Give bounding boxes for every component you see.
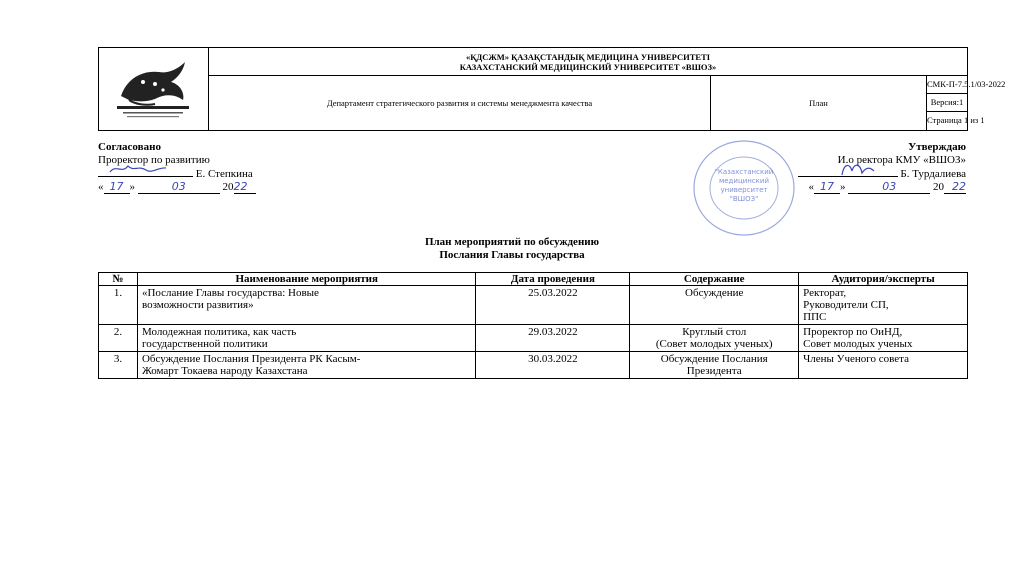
university-name bbox=[209, 48, 967, 76]
approval-left-date-year-prefix: 20 bbox=[222, 180, 234, 193]
document-code: СМК-П-7.5.1/03-2022 bbox=[927, 76, 967, 94]
event-content-line: Президента bbox=[686, 365, 742, 377]
stamp-line-3: университет bbox=[720, 186, 768, 194]
event-name bbox=[137, 352, 476, 379]
department-name: Департамент стратегического развития и системы менеджмента качества bbox=[209, 76, 711, 130]
event-audience bbox=[799, 286, 968, 325]
university-logo bbox=[99, 48, 209, 130]
stamp-line-4: "ВШОЗ" bbox=[729, 195, 759, 203]
event-audience-line: Совет молодых ученых bbox=[803, 338, 913, 350]
row-number: 2. bbox=[99, 325, 138, 352]
event-content-line: Круглый стол bbox=[682, 326, 747, 338]
event-content bbox=[630, 286, 799, 325]
document-header bbox=[98, 47, 1006, 131]
approval-left-date: « 17 » 03 2022 bbox=[98, 181, 256, 195]
event-name bbox=[137, 325, 476, 352]
event-content-line: Обсуждение bbox=[685, 287, 744, 299]
university-name-ru: КАЗАХСТАНСКИЙ МЕДИЦИНСКИЙ УНИВЕРСИТЕТ «ВШОЗ» bbox=[459, 62, 717, 72]
plan-title-line-2: Послания Главы государства bbox=[439, 248, 585, 261]
column-header-number: № bbox=[99, 273, 138, 286]
approval-left-date-month: 03 bbox=[171, 179, 186, 193]
approval-right bbox=[798, 141, 966, 194]
round-seal-icon bbox=[692, 138, 796, 238]
event-content bbox=[630, 325, 799, 352]
event-audience-line: Руководители СП, bbox=[803, 299, 889, 311]
approval-left-date-day: 17 bbox=[109, 179, 124, 193]
column-header-date: Дата проведения bbox=[476, 273, 630, 286]
university-name-kz: «ҚДСЖМ» ҚАЗАҚСТАНДЫҚ МЕДИЦИНА УНИВЕРСИТЕТІ bbox=[465, 52, 711, 62]
event-name-line: Обсуждение Послания Президента РК Касым- bbox=[141, 353, 361, 365]
table-row bbox=[99, 286, 968, 325]
stamp-line-1: "Казахстанский bbox=[714, 168, 774, 176]
event-content-line: Обсуждение Послания bbox=[660, 353, 768, 365]
approval-left-signature-line bbox=[98, 166, 256, 181]
official-stamp bbox=[692, 138, 796, 238]
approval-right-date-day: 17 bbox=[820, 179, 834, 193]
event-audience-line: Ректорат, bbox=[803, 287, 847, 299]
approval-right-date-year: 22 bbox=[952, 179, 966, 193]
event-content bbox=[630, 352, 799, 379]
table-row bbox=[99, 325, 968, 352]
column-header-content: Содержание bbox=[630, 273, 799, 286]
event-name-line: Молодежная политика, как часть bbox=[141, 326, 297, 338]
row-number: 3. bbox=[99, 352, 138, 379]
event-audience-line: ППС bbox=[803, 311, 827, 323]
event-audience bbox=[799, 352, 968, 379]
stamp-line-2: медицинский bbox=[718, 177, 770, 185]
handwritten-signature-icon bbox=[108, 162, 168, 176]
column-header-audience: Аудитория/эксперты bbox=[799, 273, 968, 286]
approval-right-date: « 17 » 03 20 22 bbox=[808, 179, 966, 193]
handwritten-signature-icon bbox=[838, 161, 878, 177]
event-audience-line: Члены Ученого совета bbox=[803, 353, 909, 365]
table-header-row bbox=[99, 273, 968, 286]
approval-right-signature-line bbox=[798, 166, 966, 181]
plan-title-line-1: План мероприятий по обсуждению bbox=[424, 236, 600, 248]
document-page-number: Страница 1 из 1 bbox=[927, 115, 985, 125]
approval-right-position: И.о ректора КМУ «ВШОЗ» bbox=[837, 153, 966, 166]
document-meta bbox=[927, 76, 1006, 130]
event-audience bbox=[799, 325, 968, 352]
event-audience-line: Проректор по ОиНД, bbox=[803, 326, 903, 338]
approval-right-heading: Утверждаю bbox=[908, 141, 966, 153]
event-name-line: возможности развития» bbox=[141, 299, 254, 311]
approval-left-heading: Согласовано bbox=[98, 141, 161, 153]
column-header-event-name: Наименование мероприятия bbox=[137, 273, 476, 286]
event-name bbox=[137, 286, 476, 325]
approval-right-date-month: 03 bbox=[882, 179, 897, 193]
approval-left-date-year: 22 bbox=[233, 179, 248, 193]
event-name-line: государственной политики bbox=[141, 338, 268, 350]
events-table bbox=[98, 272, 968, 379]
approval-left bbox=[98, 141, 256, 194]
approval-right-date-year-prefix: 20 bbox=[933, 180, 944, 193]
event-name-line: «Послание Главы государства: Новые bbox=[141, 287, 319, 299]
plan-title bbox=[0, 236, 1024, 261]
event-name-line: Жомарт Токаева народу Казахстана bbox=[141, 365, 308, 377]
approval-right-name: Б. Турдалиева bbox=[900, 168, 966, 180]
event-date: 25.03.2022 bbox=[476, 286, 630, 325]
event-content-line: (Совет молодых ученых) bbox=[655, 338, 773, 350]
event-date: 30.03.2022 bbox=[476, 352, 630, 379]
approval-left-position: Проректор по развитию bbox=[98, 153, 210, 166]
document-version: Версия:1 bbox=[927, 94, 967, 112]
row-number: 1. bbox=[99, 286, 138, 325]
approval-left-name: Е. Степкина bbox=[195, 168, 253, 180]
snow-leopard-logo-icon bbox=[99, 48, 209, 130]
document-type: План bbox=[711, 76, 927, 130]
table-row bbox=[99, 352, 968, 379]
event-date: 29.03.2022 bbox=[476, 325, 630, 352]
